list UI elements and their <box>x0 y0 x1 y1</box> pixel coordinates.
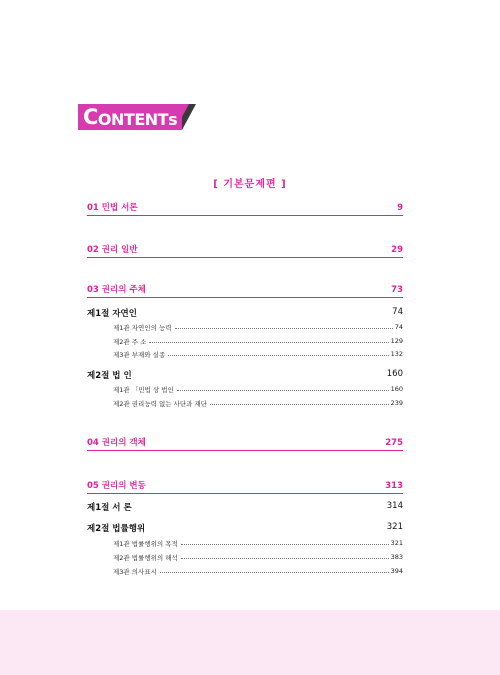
item-page: 383 <box>390 553 403 561</box>
banner-first-letter: C <box>83 105 98 129</box>
item-title: 제2관 권리능력 없는 사단과 재단 <box>113 399 208 408</box>
section-juristic-person[interactable] <box>87 369 403 381</box>
chapter-title: 05 권리의 변동 <box>87 481 146 491</box>
item-page: 129 <box>390 337 403 345</box>
chapter-page: 9 <box>397 203 403 213</box>
item-title: 제2관 법률행위의 해석 <box>113 553 178 562</box>
dot-leader <box>168 355 388 356</box>
item-title: 제3관 부재와 실종 <box>113 350 166 359</box>
section-title: 제1절 서 론 <box>87 503 132 513</box>
chapter-page: 29 <box>391 245 403 255</box>
section-page: 314 <box>386 501 403 511</box>
chapter-title: 03 권리의 주체 <box>87 285 146 295</box>
section-title: 제2절 법률행위 <box>87 524 146 534</box>
toc-item[interactable] <box>113 538 403 548</box>
dot-leader <box>149 342 388 343</box>
item-title: 제3관 의사표시 <box>113 567 157 576</box>
dot-leader <box>181 558 389 559</box>
dot-leader <box>175 328 393 329</box>
banner-middle: ONTENT <box>97 110 169 129</box>
bottom-margin-band <box>0 610 500 675</box>
toc-item[interactable] <box>113 336 403 346</box>
dot-leader <box>177 390 389 391</box>
chapter-title: 02 권리 일반 <box>87 245 138 255</box>
banner-last: s <box>168 110 178 129</box>
banner-corner <box>182 104 189 117</box>
chapter-title: 01 민법 서론 <box>87 203 138 213</box>
toc-item[interactable] <box>113 349 403 359</box>
chapter-page: 275 <box>385 438 403 448</box>
toc-item[interactable] <box>113 384 403 394</box>
toc-item[interactable] <box>113 552 403 562</box>
section-title: 제2절 법 인 <box>87 371 132 381</box>
chapter-01[interactable] <box>87 201 403 216</box>
chapter-05[interactable] <box>87 479 403 494</box>
section-title: 제1절 자연인 <box>87 309 137 319</box>
item-title: 제1관 자연인의 능력 <box>113 323 172 332</box>
chapter-page: 313 <box>385 481 403 491</box>
section-natural-person[interactable] <box>87 307 403 319</box>
toc-item[interactable] <box>113 398 403 408</box>
item-page: 74 <box>394 323 403 331</box>
contents-banner <box>78 104 182 130</box>
chapter-title: 04 권리의 객체 <box>87 438 146 448</box>
item-page: 394 <box>390 567 403 575</box>
chapter-04[interactable] <box>87 436 403 451</box>
section-page: 160 <box>386 369 403 379</box>
item-page: 321 <box>390 539 403 547</box>
section-page: 321 <box>386 522 403 532</box>
dot-leader <box>210 404 389 405</box>
item-page: 239 <box>390 399 403 407</box>
dot-leader <box>181 544 389 545</box>
toc-item[interactable] <box>113 566 403 576</box>
item-title: 제1관 「민법 상 법인 <box>113 385 174 394</box>
toc-subtitle: [ 기본문제편 ] <box>213 179 287 190</box>
item-title: 제1관 법률행위의 목적 <box>113 539 178 548</box>
dot-leader <box>160 572 389 573</box>
chapter-page: 73 <box>391 285 403 295</box>
section-juristic-act[interactable] <box>87 522 403 534</box>
chapter-02[interactable] <box>87 243 403 258</box>
section-introduction[interactable] <box>87 501 403 513</box>
chapter-03[interactable] <box>87 283 403 298</box>
section-page: 74 <box>392 307 403 317</box>
item-page: 160 <box>390 385 403 393</box>
item-title: 제2관 주 소 <box>113 337 147 346</box>
toc-item[interactable] <box>113 322 403 332</box>
item-page: 132 <box>390 350 403 358</box>
